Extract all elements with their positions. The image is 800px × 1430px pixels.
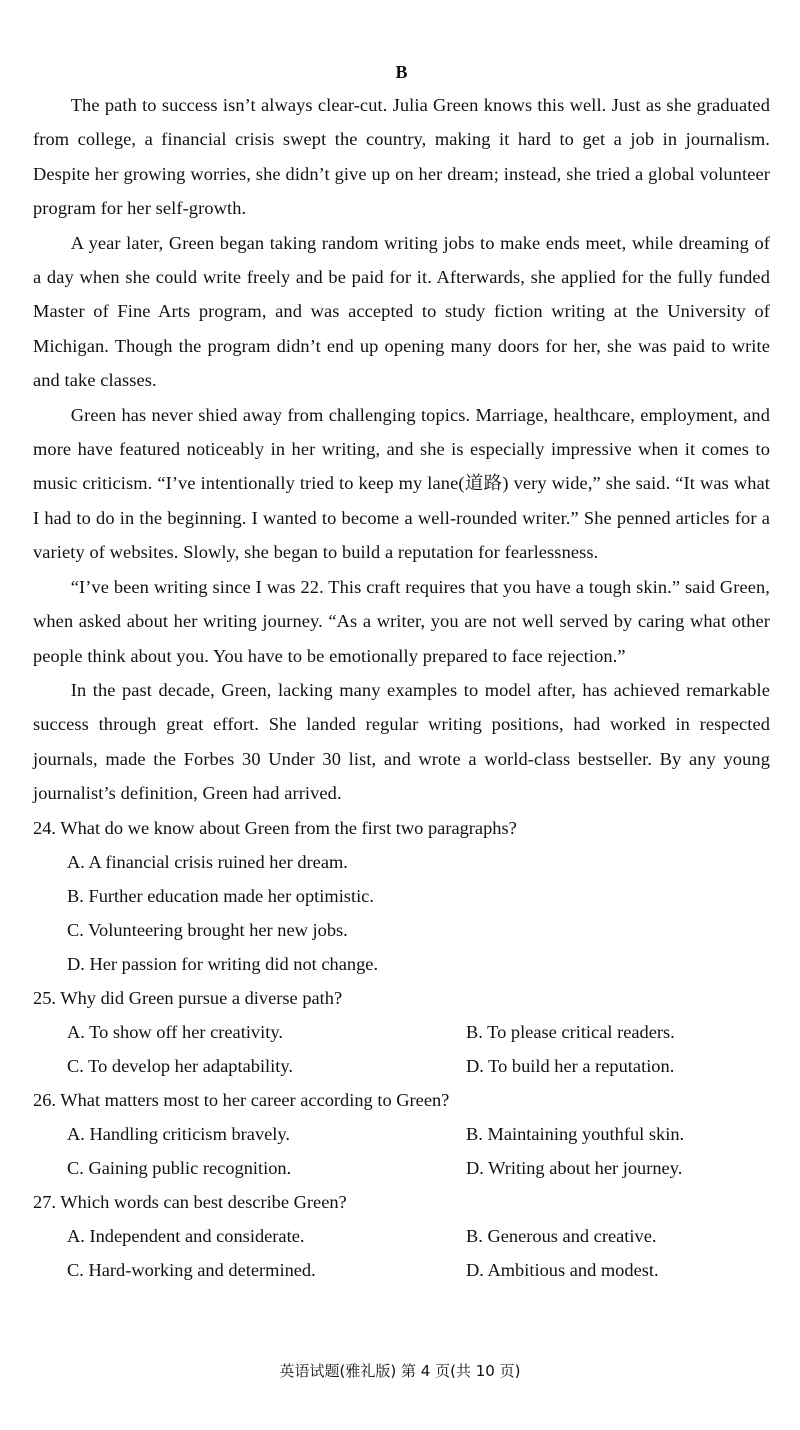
question-list [33, 811, 770, 1287]
option-c[interactable]: C. Gaining public recognition. [67, 1157, 292, 1178]
question-stem: 27. Which words can best describe Green? [33, 1191, 347, 1212]
option-d[interactable]: D. Writing about her journey. [466, 1157, 683, 1178]
option-d[interactable]: D. Her passion for writing did not change. [67, 953, 379, 974]
passage-paragraph-5: In the past decade, Green, lacking many examples to model after, has achieved remarkable success through great effort. She landed regular writing positions, had worked in respected journals, made the Forbes 30 Under 30 list, and wrote a world-class bestseller. By any young journalist’s definition, Green had arrived. [33, 679, 770, 804]
option-c[interactable]: C. Volunteering brought her new jobs. [67, 919, 348, 940]
option-c[interactable]: C. Hard-working and determined. [67, 1259, 316, 1280]
option-a[interactable]: A. A financial crisis ruined her dream. [67, 851, 348, 872]
page-footer: 英语试题(雅礼版) 第 4 页(共 10 页) [279, 1362, 521, 1380]
question-24 [33, 811, 770, 981]
passage-paragraph-4: “I’ve been writing since I was 22. This craft requires that you have a tough skin.” said Green, when asked about her writing journey. “As a writer, you are not well served by caring what other people think about you. You have to be emotionally prepared to face rejection.” [33, 576, 770, 666]
option-c[interactable]: C. To develop her adaptability. [67, 1055, 293, 1076]
question-27 [33, 1185, 770, 1287]
question-stem: 25. Why did Green pursue a diverse path? [33, 987, 343, 1008]
option-a[interactable]: A. Handling criticism bravely. [67, 1123, 291, 1144]
option-d[interactable]: D. Ambitious and modest. [466, 1259, 659, 1280]
option-list [33, 845, 770, 981]
passage-paragraph-1: The path to success isn’t always clear-cut. Julia Green knows this well. Just as she graduated from college, a financial crisis swept the country, making it hard to get a job in journalism. Despite her growing worries, she didn’t give up on her dream; instead, she tried a global volunteer program for her self-growth. [33, 95, 770, 219]
section-title: B [395, 62, 408, 82]
exam-page [33, 60, 770, 1287]
passage-paragraph-2: A year later, Green began taking random writing jobs to make ends meet, while dreaming of a day when she could write freely and be paid for it. Afterwards, she applied for the fully funded Master of Fine Arts program, and was accepted to study fiction writing at the University of Michigan. Though the program didn’t end up opening many doors for her, she was paid to write and take classes. [33, 232, 770, 391]
option-a[interactable]: A. Independent and considerate. [67, 1225, 305, 1246]
option-b[interactable]: B. Maintaining youthful skin. [466, 1123, 685, 1144]
option-a[interactable]: A. To show off her creativity. [67, 1021, 283, 1042]
question-25 [33, 981, 770, 1083]
option-b[interactable]: B. Generous and creative. [466, 1225, 657, 1246]
passage-paragraph-3: Green has never shied away from challenging topics. Marriage, healthcare, employment, and more have featured noticeably in her writing, and she is especially impressive when it comes to music criticism. “I’ve intentionally tried to keep my lane(道路) very wide,” she said. “It was what I had to do in the beginning. I wanted to become a well-rounded writer.” She penned articles for a variety of websites. Slowly, she began to build a reputation for fearlessness. [33, 404, 770, 563]
option-b[interactable]: B. To please critical readers. [466, 1021, 675, 1042]
option-d[interactable]: D. To build her a reputation. [466, 1055, 675, 1076]
question-stem: 26. What matters most to her career according to Green? [33, 1089, 450, 1110]
question-26 [33, 1083, 770, 1185]
question-stem: 24. What do we know about Green from the first two paragraphs? [33, 817, 517, 838]
option-b[interactable]: B. Further education made her optimistic. [67, 885, 374, 906]
